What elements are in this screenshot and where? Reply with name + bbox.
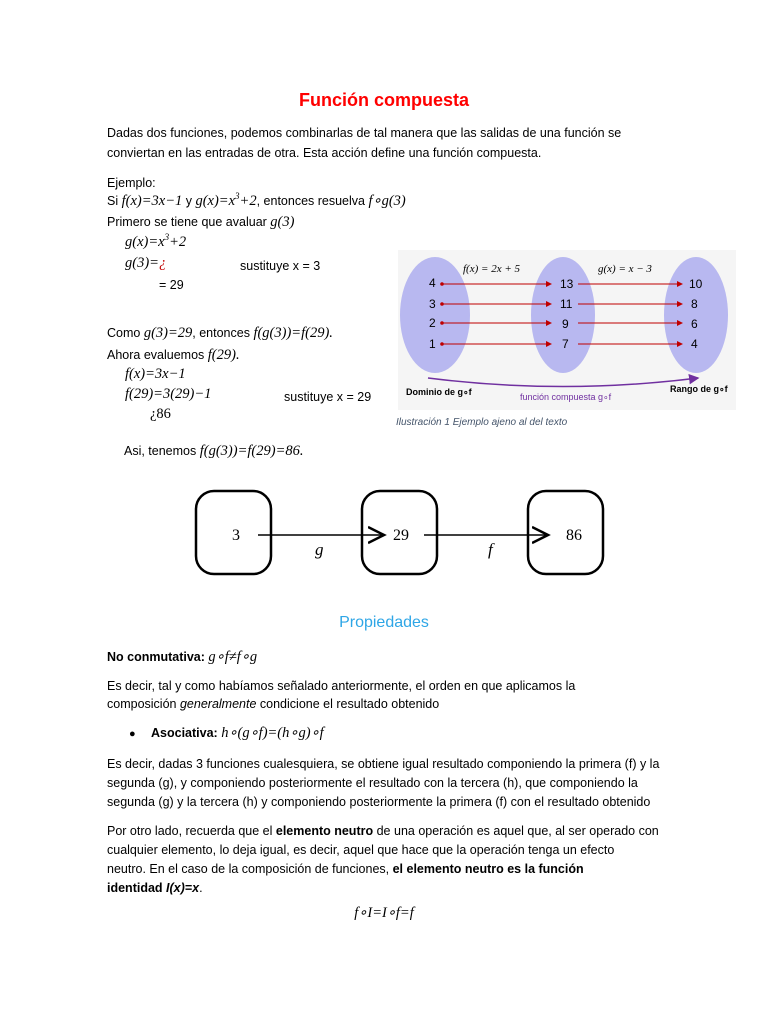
desc3-line-3 (107, 860, 584, 878)
figure-caption: Ilustración 1 Ejemplo ajeno al del texto (396, 417, 568, 428)
step-4: f(x)=3x−1 (125, 366, 186, 382)
domain-value: 4 (429, 276, 436, 290)
f-arrow-dot (440, 302, 444, 306)
desc2-line-3: segunda (g) y la tercera (h) y componiendo posteriormente la primera (f) con el resultado obtenido (107, 795, 651, 809)
intro-line-1: Dadas dos funciones, podemos combinarlas de tal manera que las salidas de una función se (107, 126, 622, 140)
range-value: 8 (691, 297, 698, 311)
f-arrow-dot (440, 321, 444, 325)
asi-expr: f(g(3))=f(29)=86. (199, 443, 304, 459)
y-text: y (185, 194, 192, 208)
range-value: 10 (689, 277, 703, 291)
desc1-text-b: condicione el resultado obtenido (259, 697, 440, 711)
compose-target: f∘g(3) (368, 193, 406, 209)
ahora-text: Ahora evaluemos (107, 348, 205, 362)
entonces-text: , entonces resuelva (256, 194, 365, 208)
non-commutative-expr: g∘f≠f∘g (208, 649, 258, 665)
g-definition (195, 193, 256, 209)
como-text: Como (107, 326, 141, 340)
desc3-line-4 (107, 879, 203, 897)
associative-item (129, 724, 136, 743)
domain-oval (400, 257, 470, 373)
domain-value: 3 (429, 297, 436, 311)
desc1-line-1: Es decir, tal y como habíamos señalado anteriormente, el orden en que aplicamos la (107, 679, 576, 693)
composition-flow-diagram (190, 485, 622, 580)
desc3-bold-identity: el elemento neutro es la función (392, 862, 584, 876)
composite-label: función compuesta g∘f (520, 392, 612, 402)
g-def-exp: 3 (235, 191, 240, 202)
f-arrow-dot (440, 342, 444, 346)
ahora-line (107, 346, 240, 364)
non-commutative-label: No conmutativa: (107, 650, 205, 664)
g-function-label: g(x) = x − 3 (598, 263, 652, 275)
g3-expr: g(3) (270, 214, 295, 230)
asi-line (124, 442, 303, 460)
step-2-note: sustituye x = 3 (240, 259, 321, 273)
identity-word: identidad (107, 881, 163, 895)
associative-label: Asociativa: (151, 726, 218, 740)
step-6: ¿86 (150, 406, 171, 422)
middle-oval (531, 257, 595, 373)
desc1-emphasis: generalmente (179, 697, 257, 711)
step-1-tail: +2 (169, 234, 187, 250)
desc3-text-d: neutro. En el caso de la composición de funciones, (107, 862, 390, 876)
desc2-line-1: Es decir, dadas 3 funciones cualesquiera, se obtiene igual resultado componiendo la primera (f) y la (107, 757, 660, 771)
f-arrow-dot (440, 282, 444, 286)
f-function-label: f(x) = 2x + 5 (463, 263, 520, 275)
non-commutative-line (107, 648, 257, 666)
domain-value: 1 (429, 337, 436, 351)
flow-label-g: g (315, 540, 324, 559)
flow-value: 29 (393, 527, 409, 544)
properties-heading: Propiedades (339, 614, 429, 631)
domain-label: Dominio de g∘f (406, 387, 472, 397)
step-1-base: g(x)=x (125, 234, 165, 250)
como-tail: , entonces (192, 326, 250, 340)
middle-value: 13 (560, 277, 574, 291)
ahora-expr: f(29). (207, 347, 240, 363)
range-oval (664, 257, 728, 373)
flow-value: 3 (232, 527, 240, 544)
primero-line (107, 213, 294, 231)
step-3: = 29 (159, 278, 184, 292)
step-1-exp: 3 (164, 232, 170, 243)
step-5-note: sustituye x = 29 (284, 390, 372, 404)
desc1-line-2 (107, 695, 439, 713)
desc3-bold-neutral: elemento neutro (275, 824, 374, 838)
asi-text: Asi, tenemos (124, 444, 197, 458)
desc3-text-a: Por otro lado, recuerda que el (107, 824, 273, 838)
domain-value: 2 (429, 316, 436, 330)
desc1-text-a: composición (107, 697, 177, 711)
intro-line-2: conviertan en las entradas de otra. Esta acción define una función compuesta. (107, 146, 542, 160)
step-1 (125, 234, 186, 251)
range-value: 6 (691, 317, 698, 331)
middle-value: 9 (562, 317, 569, 331)
example-statement (107, 192, 406, 210)
associative-line (151, 724, 324, 742)
g-def-tail: +2 (239, 193, 257, 209)
final-equation: f∘I=I∘f=f (354, 905, 414, 921)
primero-text: Primero se tiene que avaluar (107, 215, 267, 229)
f-definition: f(x)=3x−1 (121, 193, 183, 209)
page-title: Función compuesta (298, 90, 469, 110)
middle-value: 11 (560, 297, 573, 311)
como-expr-2: f(g(3))=f(29). (253, 325, 333, 341)
associative-expr: h∘(g∘f)=(h∘g)∘f (221, 725, 324, 741)
desc3-text-c: de una operación es aquel que, al ser operado con (376, 824, 659, 838)
composition-mapping-figure (398, 250, 736, 410)
step-5: f(29)=3(29)−1 (125, 386, 212, 402)
middle-value: 7 (562, 337, 569, 351)
step-2-mark: ¿ (158, 255, 167, 271)
step-2-lhs: g(3)= (125, 255, 159, 271)
bullet-icon: ● (129, 728, 136, 740)
flow-label-f: f (488, 540, 493, 559)
example-label: Ejemplo: (107, 176, 156, 190)
g-def-base: g(x)=x (195, 193, 236, 209)
desc3-line-1 (107, 822, 659, 840)
identity-period: . (199, 881, 203, 895)
identity-expr: I(x)=x (166, 881, 200, 895)
range-value: 4 (691, 337, 698, 351)
desc2-line-2: segunda (g), y componiendo posteriormente el resultado con la tercera (h), que componiendo la (107, 776, 638, 790)
step-2 (125, 255, 166, 272)
si-text: Si (107, 194, 119, 208)
como-line (107, 324, 333, 342)
como-expr: g(3)=29 (143, 325, 193, 341)
range-label: Rango de g∘f (670, 384, 728, 394)
flow-value: 86 (566, 527, 582, 544)
desc3-line-2: cualquier elemento, lo deja igual, es decir, aquel que hace que la operación tenga un efecto (107, 843, 615, 857)
